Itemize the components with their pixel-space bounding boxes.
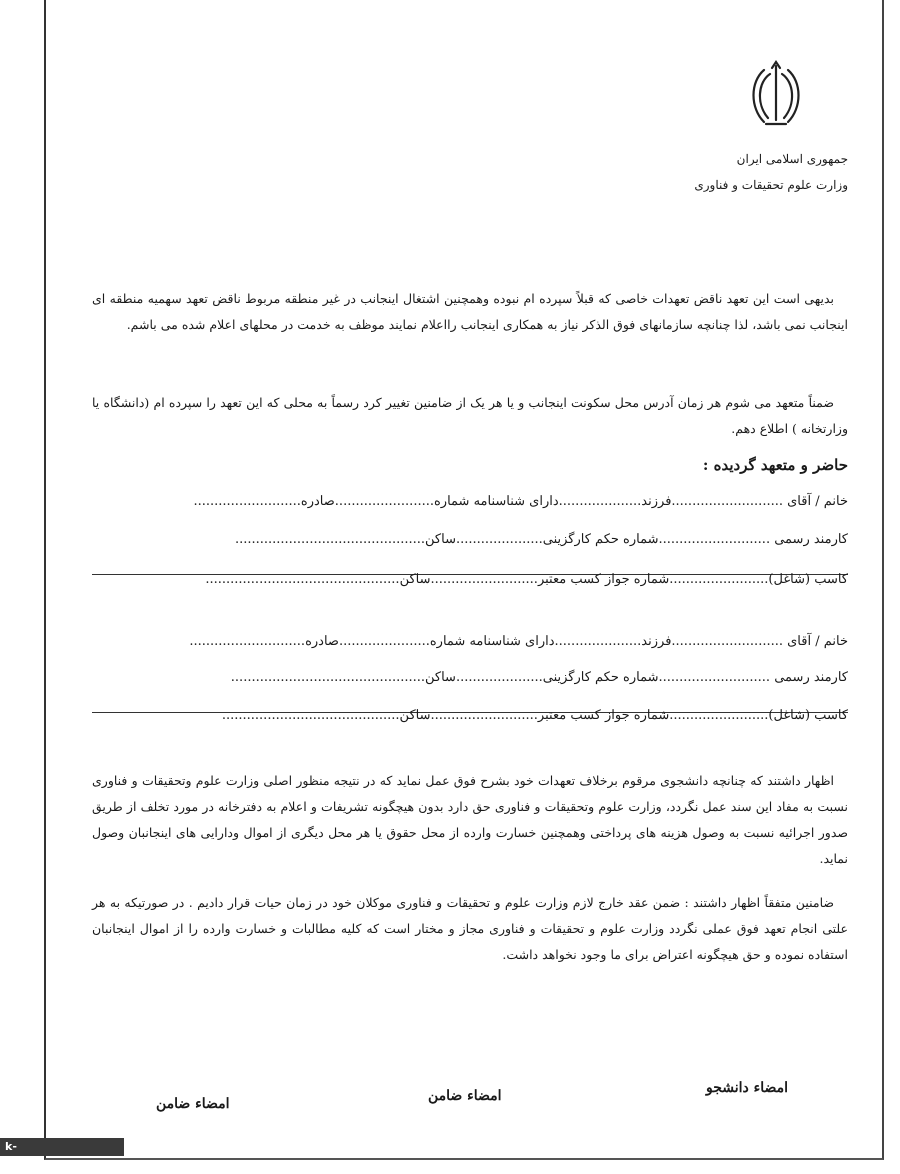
declaration-paragraph: اظهار داشتند که چنانچه دانشجوی مرقوم برخلاف تعهدات خود بشرح فوق عمل نماید که در نتیجه منظور اصلی وزارت علوم وتحقیقات و فناوری نسبت به مفاد این سند عمل نگردد، وزارت علوم وتحقیقات و فناوری حق دارد بدون هیچگونه تشریفات و اعلام به دفترخانه در مورد تخلف از طریق صدور اجرائیه نسبت به وصول هزینه های پرداختی وهمچنین خسارت وارده از محل حقوق یا هر محل دیگری از اموال ودارایی های اینجانبان وصول نماید. [92, 773, 848, 866]
section-heading: حاضر و متعهد گردیده : [702, 456, 848, 474]
guarantor-1-signature-label: امضاء ضامن [428, 1088, 502, 1104]
iran-emblem-icon [748, 60, 804, 132]
country-name: جمهوری اسلامی ایران [736, 152, 848, 166]
ministry-name: وزارت علوم تحقیقات و فناوری [694, 178, 848, 192]
guarantors-agreement-paragraph: ضامنین متفقاً اظهار داشتند : ضمن عقد خارج لازم وزارت علوم و تحقیقات و فناوری موکلان خود در زمان حیات قرار دادیم . در صورتیکه به هر علتی انجام تعهد فوق عملی نگردد وزارت علوم و تحقیقات و فناوری مجاز و مختار است که کلیه مطالبات و خسارت وارده را از اموال اینجانبان استفاده نموده و حق هیچگونه اعتراض برای ما وجود نخواهد داشت. [92, 895, 848, 962]
watermark-text: k-samangan.tvu.ac.ir [5, 1140, 125, 1171]
address-change-paragraph: ضمناً متعهد می شوم هر زمان آدرس محل سکونت اینجانب و یا هر یک از ضامنین تغییر کرد رسماً به محلی که این تعهد را سپرده ام (دانشگاه یا وزارتخانه ) اطلاع دهم. [92, 395, 848, 436]
guarantor-2-signature-label: امضاء ضامن [156, 1096, 230, 1112]
commitment-paragraph: بدیهی است این تعهد ناقض تعهدات خاصی که قبلاً سپرده ام نبوده وهمچنین اشتغال اینجانب در غیر منطقه مربوط ناقض تعهد سهمیه منطقه ای اینجانب نمی باشد، لذا چنانچه سازمانهای فوق الذکر نیاز به همکاری اینجانب رااعلام نمایند موظف به خدمت در محلهای اعلام شده می باشم. [92, 291, 848, 332]
guarantor-2-identity-line: خانم / آقای ...........................فرزند.....................دارای شناسنامه شماره......................صادره............................ [189, 634, 848, 649]
guarantor-2-employee-line: کارمند رسمی ...........................شماره حکم کارگزینی.....................ساکن............................................... [230, 670, 848, 685]
student-signature-label: امضاء دانشجو [706, 1080, 789, 1096]
guarantor-1-identity-line: خانم / آقای ...........................فرزند....................دارای شناسنامه شماره........................صادره.......................... [193, 494, 848, 509]
source-watermark [0, 1138, 125, 1171]
guarantor-1-business-line: کاسب (شاغل)........................شماره جواز کسب معتبر..........................ساکن............................................... [205, 572, 848, 587]
guarantor-1-employee-line: کارمند رسمی ...........................شماره حکم کارگزینی.....................ساکن.............................................. [234, 532, 848, 547]
guarantor-2-business-line: کاسب (شاغل)........................شماره جواز کسب معتبر..........................ساکن........................................... [221, 708, 848, 723]
